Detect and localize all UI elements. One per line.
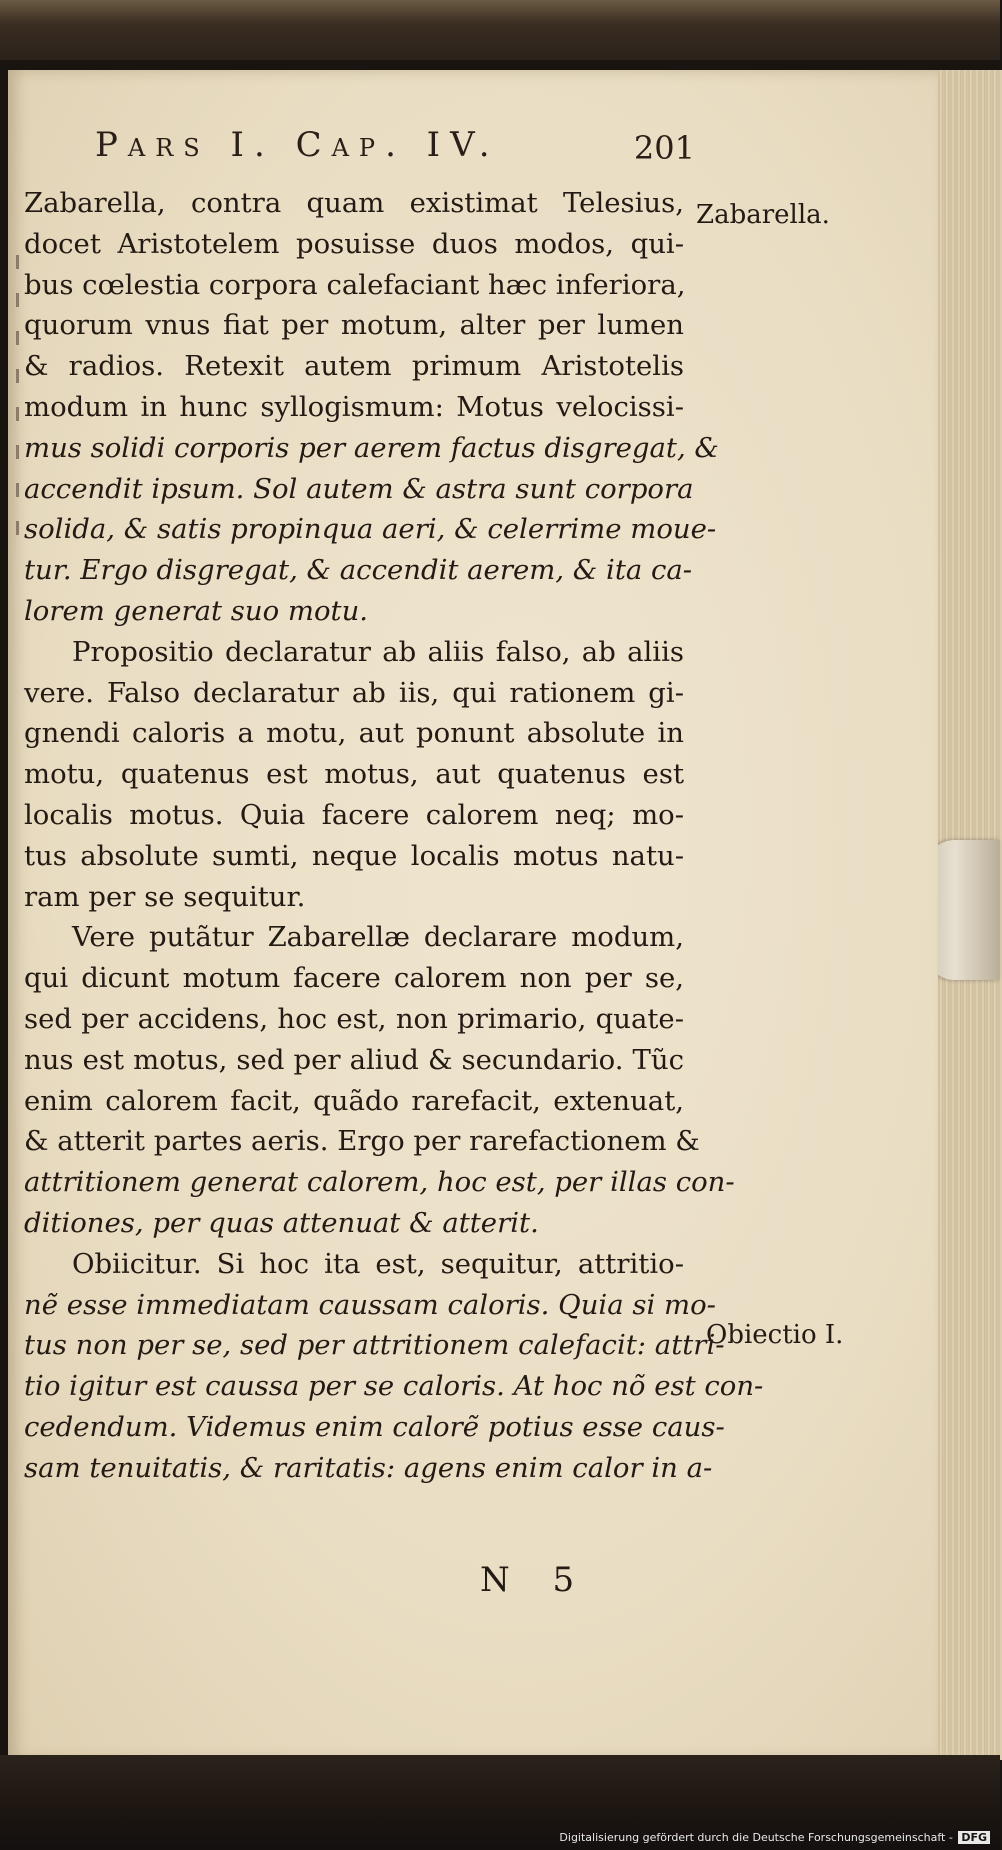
text-line: Propositio declaratur ab aliis falso, ab aliis [72, 635, 684, 668]
signature-mark: N 5 [480, 1560, 591, 1600]
text-line: tio igitur est caussa per se caloris. At hoc nõ est con- [24, 1370, 764, 1403]
text-line: modum in hunc syllogismum: Motus velocissi- [24, 390, 684, 423]
digitization-credit [559, 1831, 990, 1844]
text-line: accendit ipsum. Sol autem & astra sunt corpora [24, 472, 694, 505]
text-line: nus est motus, sed per aliud & secundario. Tũc [24, 1043, 684, 1076]
credit-text: Digitalisierung gefördert durch die Deutsche Forschungsgemeinschaft - [559, 1831, 953, 1844]
dfg-logo: DFG [958, 1831, 990, 1844]
text-line: Vere putãtur Zabarellæ declarare modum, [72, 921, 684, 954]
book-top-edge [0, 0, 1000, 60]
page-number: 201 [633, 129, 695, 167]
header-title: Pars I. Cap. IV. [95, 125, 500, 165]
text-line: vere. Falso declaratur ab iis, qui rationem gi- [24, 676, 684, 709]
text-line: localis motus. Quia facere calorem neq; mo- [24, 798, 684, 831]
text-line: lorem generat suo motu. [24, 594, 369, 627]
text-line: quorum vnus fiat per motum, alter per lumen [24, 309, 684, 342]
text-line: motu, quatenus est motus, aut quatenus est [24, 758, 684, 791]
text-line: ditiones, per quas attenuat & atterit. [24, 1206, 539, 1239]
text-line: ram per se sequitur. [24, 880, 306, 913]
text-line: & radios. Retexit autem primum Aristotelis [24, 350, 684, 383]
text-line: sed per accidens, hoc est, non primario, quate- [24, 1002, 684, 1035]
text-line: Obiicitur. Si hoc ita est, sequitur, attritio- [72, 1247, 684, 1280]
text-line: docet Aristotelem posuisse duos modos, qui- [24, 227, 684, 260]
text-line: attritionem generat calorem, hoc est, per illas con- [24, 1166, 735, 1199]
text-line: & atterit partes aeris. Ergo per rarefactionem & [24, 1125, 700, 1158]
marginal-note-zabarella: Zabarella. [696, 200, 830, 230]
text-line: mus solidi corporis per aerem factus disgregat, & [24, 431, 719, 464]
body-text [24, 183, 764, 1489]
marginal-note-obiectio: Obiectio I. [706, 1320, 844, 1350]
text-line: cedendum. Videmus enim calorẽ potius esse caus- [24, 1410, 725, 1443]
running-header [95, 125, 695, 175]
text-line: solida, & satis propinqua aeri, & celerrime moue- [24, 513, 717, 546]
text-line: sam tenuitatis, & raritatis: agens enim calor in a- [24, 1451, 713, 1484]
text-line: nẽ esse immediatam caussam caloris. Quia si mo- [24, 1288, 716, 1321]
text-line: tus non per se, sed per attritionem calefacit: attri- [24, 1329, 725, 1362]
text-line: tus absolute sumti, neque localis motus natu- [24, 839, 684, 872]
text-line: gnendi caloris a motu, aut ponunt absolute in [24, 717, 684, 750]
text-line: qui dicunt motum facere calorem non per se, [24, 962, 684, 995]
text-line: bus cœlestia corpora calefaciant hæc inferiora, [24, 268, 686, 301]
text-line: Zabarella, contra quam existimat Telesius, [24, 187, 684, 219]
text-line: enim calorem facit, quãdo rarefacit, extenuat, [24, 1084, 684, 1117]
text-line: tur. Ergo disgregat, & accendit aerem, & ita ca- [24, 554, 693, 587]
